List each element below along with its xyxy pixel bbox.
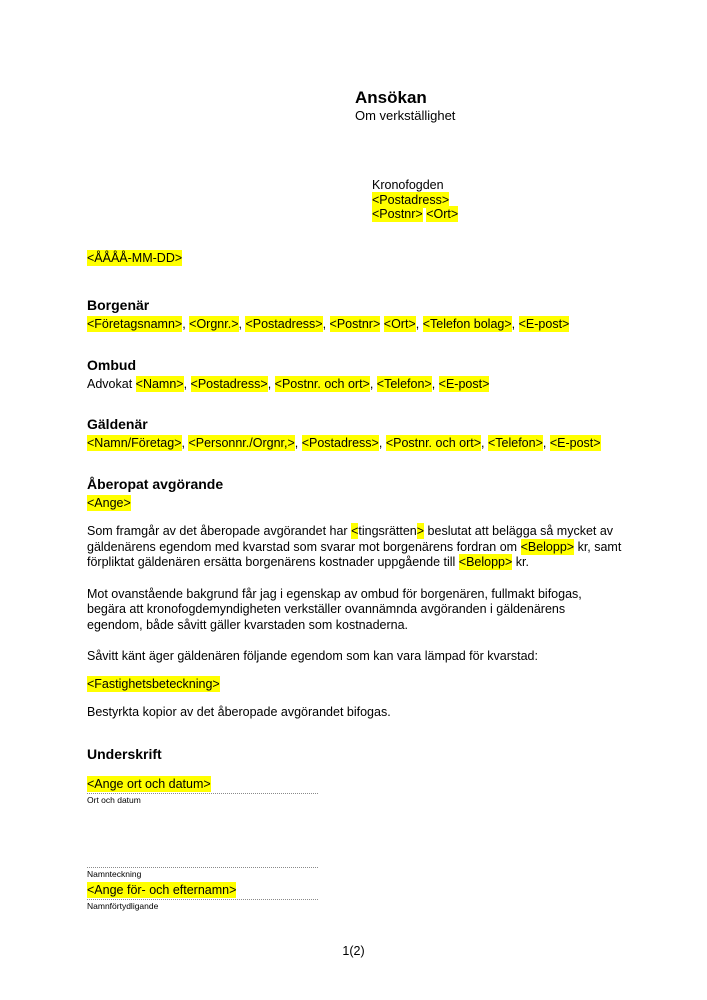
text-run: Advokat [87,376,136,391]
signature-ort-datum-field [87,776,318,794]
text-run: kr. [512,555,529,569]
recipient-name: Kronofogden [372,178,444,192]
placeholder-field[interactable]: <Postadress> [245,317,323,331]
placeholder-field[interactable]: <Postnr. och ort> [274,376,370,391]
placeholder-field[interactable]: <Postnr> [372,207,423,221]
galdenar-fields-line [87,436,622,452]
text-run: , [511,317,519,331]
placeholder-field[interactable]: <Telefon> [487,436,543,450]
recipient-block [372,178,622,222]
title-block [355,88,622,124]
placeholder-field[interactable]: <Ange för- och efternamn> [87,882,237,897]
placeholder-field[interactable]: <E-post> [518,317,570,331]
document-content [0,88,707,911]
placeholder-field[interactable]: <Belopp> [458,555,513,569]
signature-namn-block [87,882,318,911]
placeholder-field[interactable]: <Belopp> [520,539,575,554]
text-run: , [431,376,439,391]
paragraph-egendom [87,649,622,665]
fastighetsbeteckning-line [87,677,622,693]
recipient-address-line [372,193,622,208]
placeholder-field[interactable]: < [351,524,359,538]
section-underskrift-heading: Underskrift [87,745,162,762]
text-run: Såvitt känt äger gäldenären följande egendom som kan vara lämpad för kvarstad: [87,649,538,663]
signature-ort-datum-block [87,776,318,805]
signature-ort-datum-label: Ort och datum [87,794,141,805]
text-run: , [481,436,488,450]
text-run: Bestyrkta kopior av det åberopade avgörandet bifogas. [87,705,391,719]
page-title: Ansökan [355,88,427,107]
placeholder-field[interactable]: <ÅÅÅÅ-MM-DD> [87,250,183,265]
text-run: , [369,376,377,391]
recipient-postal-line [372,207,622,222]
placeholder-field[interactable]: > [416,524,425,538]
text-run: Som framgår av det åberopade avgörandet har [87,524,352,538]
signature-namn-field [87,882,318,900]
signature-namnteckning-block [87,851,318,879]
text-run: , [238,317,246,331]
text-run: Mot ovanstående bakgrund får jag i egenskap av ombud för borgenären, fullmakt bifogas, begära att kronofogdemyndigheten verkställer ovannämnda avgöranden i gäldenärens egendom, både såvitt gäller kvarstaden som kostnaderna. [87,586,582,632]
paragraph-kvarstad [87,524,622,571]
placeholder-field[interactable]: <Fastighetsbeteckning> [87,676,220,691]
text-run: kr, samt förpliktat gäldenären ersätta borgenärens kostnader uppgående till [87,539,622,569]
placeholder-field[interactable]: <Ange> [87,495,131,510]
text-run: beslutat att belägga så mycket av gäldenärens egendom med kvarstad som svarar mot borgenärens fordran om [87,524,614,554]
signature-namnteckning-line [87,851,318,868]
section-borgenar-heading: Borgenär [87,297,150,313]
placeholder-field[interactable]: <E-post> [549,436,601,450]
signature-namnfortydligande-label: Namnförtydligande [87,900,159,911]
paragraph-bestyrkta [87,705,622,721]
placeholder-field[interactable]: <Telefon bolag> [422,317,512,331]
placeholder-field[interactable]: <Ort> [426,207,459,221]
placeholder-field[interactable]: <Ort> [383,317,416,331]
page-subtitle: Om verkställighet [355,108,456,123]
placeholder-field[interactable]: <Postnr. och ort> [385,436,482,450]
section-aberopat-heading: Åberopat avgörande [87,475,224,492]
text-run: , [183,376,191,391]
placeholder-field[interactable]: <Postadress> [190,376,268,391]
text-run: , [415,317,423,331]
borgenar-fields-line [87,317,622,333]
placeholder-field[interactable]: <Postadress> [301,436,379,450]
placeholder-field[interactable]: <Namn/Företag> [87,436,182,450]
placeholder-field[interactable]: <E-post> [438,376,490,391]
placeholder-field[interactable]: <Personnr./Orgnr,> [188,436,295,450]
placeholder-field[interactable]: <Postnr> [329,317,381,331]
text-run: , [182,317,190,331]
paragraph-begaran [87,587,622,634]
text-run: , [378,436,386,450]
text-run: , [267,376,275,391]
section-galdenar-heading: Gäldenär [87,416,148,432]
placeholder-field[interactable]: <Företagsnamn> [87,317,183,331]
text-run: , [294,436,302,450]
placeholder-field[interactable]: <Postadress> [372,192,450,207]
text-run: tingsrätten [358,524,417,538]
text-run: , [181,436,189,450]
text-run: , [322,317,330,331]
section-ombud-heading: Ombud [87,356,136,373]
placeholder-field[interactable]: <Namn> [135,376,184,391]
placeholder-field[interactable]: <Ange ort och datum> [87,776,211,791]
date-line [87,251,622,267]
ombud-fields-line [87,377,622,393]
text-run: , [542,436,550,450]
placeholder-field[interactable]: <Telefon> [376,376,432,391]
aberopat-ange-line [87,496,622,512]
placeholder-field[interactable]: <Orgnr.> [189,317,239,331]
page-number: 1(2) [342,944,365,958]
signature-namnteckning-label: Namnteckning [87,868,142,879]
